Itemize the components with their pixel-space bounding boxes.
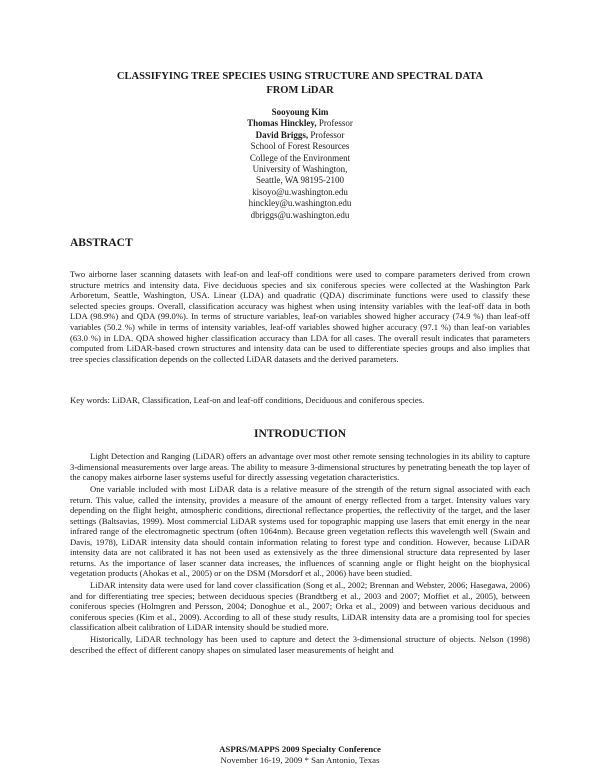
keywords: Key words: LiDAR, Classification, Leaf-on and leaf-off conditions, Deciduous and coniferous species.: [70, 395, 425, 405]
intro-paragraph-2: One variable included with most LiDAR data is a relative measure of the strength of the return signal associated with each return. This value, called the intensity, provides a measure of the amount of energy reflected from a target. Intensity values vary depending on the flight height, atmospheric conditions, directional reflectance properties, the reflectivity of the target, and the laser settings (Baltsavias, 1999). Most commercial LiDAR systems used for topographic mapping use lasers that emit energy in the near infrared range of the electromagnetic spectrum (often 1064nm). Because green vegetation reflects this wavelength well (Swain and Davis, 1978), LiDAR intensity data should contain information relating to forest type and condition. However, because LiDAR intensity data are not calibrated it has not been used as extensively as the three dimensional structure data represented by laser returns. As the importance of laser scanner data increases, the influences of scanning angle or flight height on the biophysical vegetation products (Ahokas et al., 2005) or on the DSM (Morsdorf et al., 2006) have been studied.: [70, 484, 530, 578]
affiliation-university: University of Washington,: [252, 164, 348, 175]
footer-conference-text: ASPRS/MAPPS 2009 Specialty Conference: [219, 744, 381, 754]
author-email-2: hinckley@u.washington.edu: [248, 198, 352, 209]
abstract-text: Two airborne laser scanning datasets with leaf-on and leaf-off conditions were used to compare parameters derived from crown structure metrics and intensity data. Five deciduous species and six coniferous species were collected at the Washington Park Arboretum, Seattle, Washington, USA. Linear (LDA) and quadratic (QDA) discriminate functions were used to classify these selected species groups. Overall, classification accuracy was highest when using intensity variables with the leaf-off data in both LDA (98.9%) and QDA (99.0%). In terms of structure variables, leaf-on variables showed higher accuracy (74.9 %) than leaf-off variables (50.2 %) while in terms of intensity variables, leaf-off variables showed higher accuracy (97.1 %) than leaf-on variables (63.0 %) in LDA. QDA showed higher classification accuracy than LDA for all cases. The overall result indicates that parameters computed from LiDAR-based crown structures and intensity data can be used to differentiate species groups and also implies that tree species classification depends on the collected LiDAR datasets and the derived parameters.: [70, 269, 530, 364]
author-2-role: Professor: [316, 118, 353, 129]
affiliation-college: College of the Environment: [249, 152, 351, 163]
paper-title: [60, 70, 540, 98]
author-2-name: Thomas Hinckley,: [247, 118, 317, 129]
author-1: [150, 107, 450, 118]
footer-conference: [100, 744, 500, 755]
page-footer: [100, 744, 500, 766]
intro-paragraph-1: Light Detection and Ranging (LiDAR) offers an advantage over most other remote sensing technologies in its ability to capture 3-dimensional measurements over large areas. The ability to measure 3-dimensional structures by penetrating beneath the top layer of the canopy makes airborne laser systems useful for directly assessing vegetation characteristics.: [70, 451, 530, 482]
affiliation-school: School of Forest Resources: [250, 141, 350, 152]
introduction-heading: INTRODUCTION: [253, 428, 346, 440]
intro-paragraph-3: LiDAR intensity data were used for land cover classification (Song et al., 2002; Brennan and Webster, 2006; Hasegawa, 2006) and for differentiating tree species; between deciduous species (Brandtberg et al., 2003 and 2007; Moffiet et al., 2005), between coniferous species (Holmgren and Persson, 2004; Donoghue et al., 2007; Orka et al., 2009) and between various deciduous and coniferous species (Kim et al., 2009). According to all of these study results, LiDAR intensity data are a promising tool for species classification albeit calibration of LiDAR intensity should be studied more.: [70, 580, 530, 632]
author-email-1: kisoyo@u.washington.edu: [252, 186, 348, 197]
author-3-name: David Briggs,: [255, 129, 309, 140]
intro-paragraph-4: Historically, LiDAR technology has been used to capture and detect the 3-dimensional structure of objects. Nelson (1998) described the effect of different canopy shapes on simulated laser measurements of height and: [70, 634, 530, 655]
title-line-1: CLASSIFYING TREE SPECIES USING STRUCTURE AND SPECTRAL DATA: [116, 71, 484, 82]
footer-dates: November 16-19, 2009 * San Antonio, Texas: [220, 755, 380, 765]
author-block: [150, 107, 450, 221]
author-3: [150, 130, 450, 141]
abstract-heading: ABSTRACT: [70, 237, 133, 249]
affiliation-city: Seattle, WA 98195-2100: [255, 175, 345, 186]
author-3-role: Professor: [308, 129, 345, 140]
introduction-body: [70, 451, 530, 657]
title-line-2: FROM LiDAR: [266, 85, 334, 96]
author-2: [150, 118, 450, 129]
author-email-3: dbriggs@u.washington.edu: [250, 209, 350, 220]
author-1-name: Sooyoung Kim: [271, 107, 329, 117]
